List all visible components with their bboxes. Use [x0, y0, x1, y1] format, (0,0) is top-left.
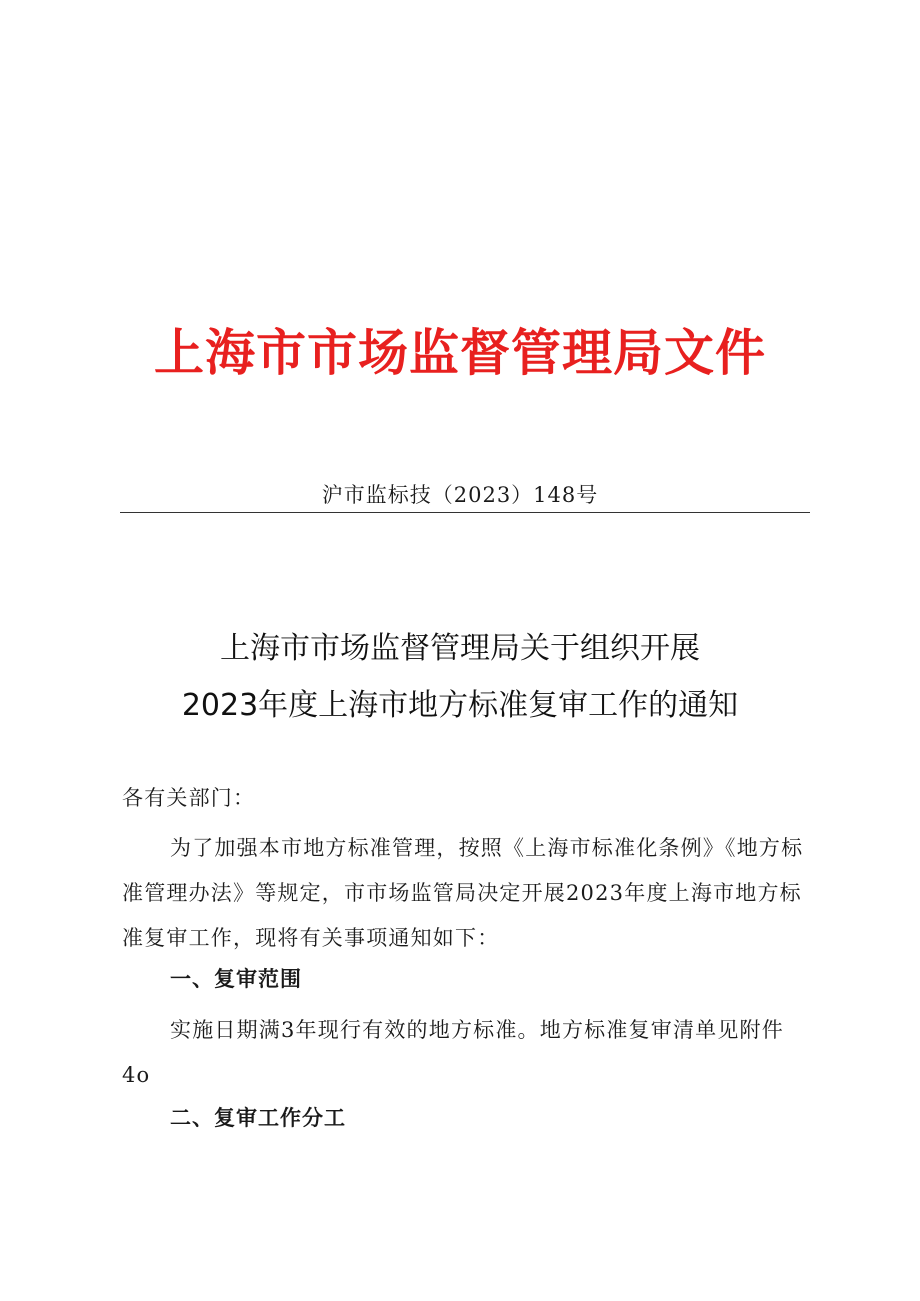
title-line-2: 2023年度上海市地方标准复审工作的通知: [181, 688, 739, 723]
scope-paragraph: 实施日期满3年现行有效的地方标准。地方标准复审清单见附件4o: [122, 1018, 784, 1087]
header-divider: [120, 512, 810, 513]
section-heading-scope: 一、复审范围: [170, 967, 302, 991]
salutation: 各有关部门：: [122, 786, 256, 810]
document-number: 沪市监标技（2023）148号: [321, 483, 599, 507]
issuer-header: 上海市市场监督管理局文件: [154, 324, 766, 382]
title-line-1: 上海市市场监督管理局关于组织开展: [220, 631, 700, 666]
section-heading-division: 二、复审工作分工: [170, 1106, 346, 1130]
intro-paragraph: 为了加强本市地方标准管理，按照《上海市标准化条例》《地方标准管理办法》等规定，市市场监管局决定开展2023年度上海市地方标准复审工作，现将有关事项通知如下：: [122, 836, 804, 950]
notice-title: [0, 620, 920, 734]
